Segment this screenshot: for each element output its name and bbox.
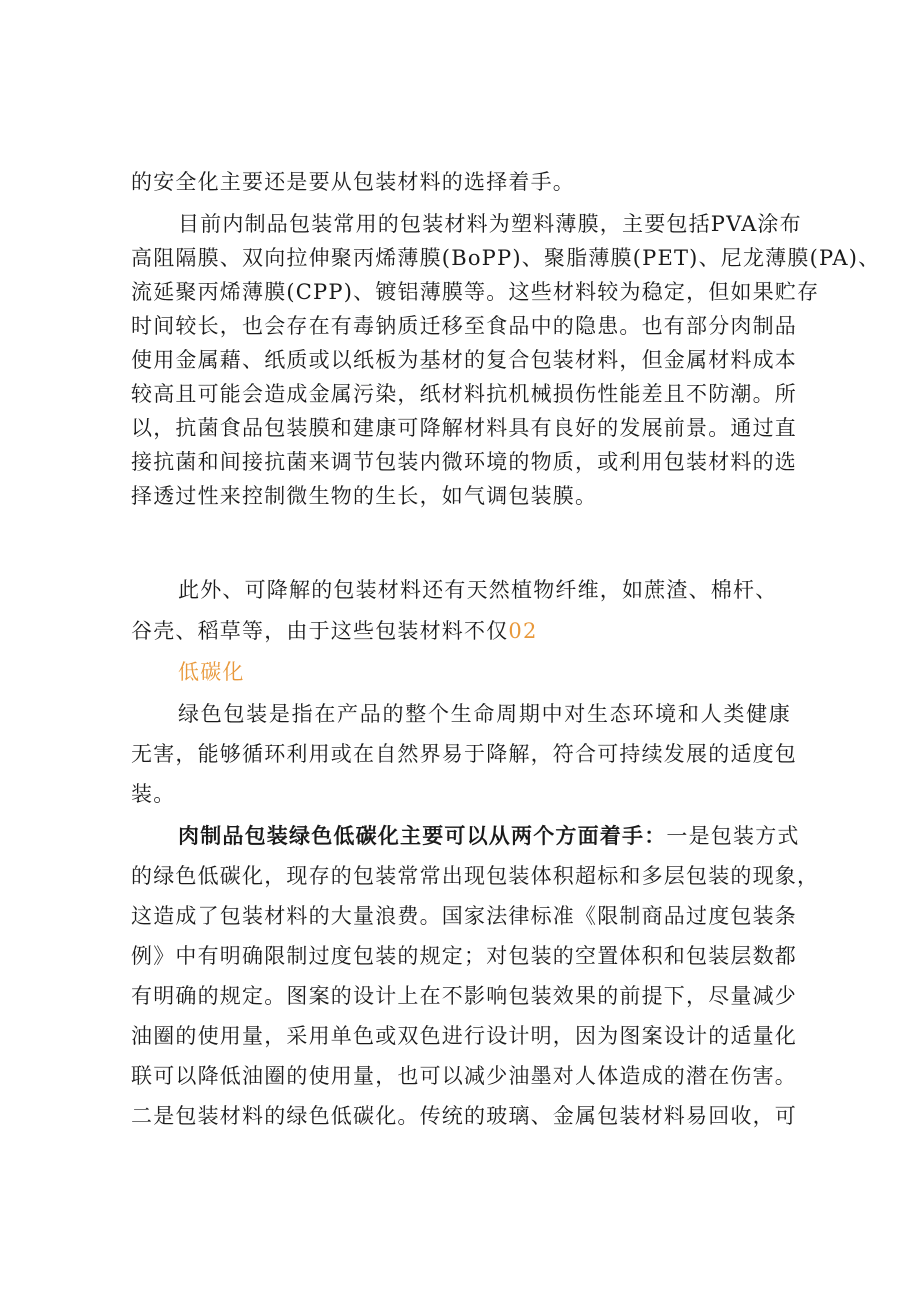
paragraph-line: 高阻隔膜、双向拉伸聚丙烯薄膜(BoPP)、聚脂薄膜(PET)、尼龙薄膜(PA)、 — [131, 246, 881, 270]
paragraph-line — [131, 615, 791, 647]
paragraph-line: 例》中有明确限制过度包装的规定；对包装的空置体积和包装层数都 — [131, 944, 797, 968]
paragraph-line: 绿色包装是指在产品的整个生命周期中对生态环境和人类健康 — [178, 702, 791, 726]
paragraph-line: 联可以降低油圈的使用量，也可以减少油墨对人体造成的潜在伤害。 — [131, 1064, 797, 1088]
paragraph-line: 流延聚丙烯薄膜(CPP)、镀铝薄膜等。这些材料较为稳定，但如果贮存 — [131, 280, 820, 304]
paragraph-line: 时间较长，也会存在有毒钠质迁移至食品中的隐患。也有部分肉制品 — [131, 314, 797, 338]
paragraph-line — [178, 820, 800, 852]
paragraph-line: 使用金属藉、纸质或以纸板为基材的复合包装材料，但金属材料成本 — [131, 348, 797, 372]
paragraph-line: 接抗菌和间接抗菌来调节包装内微环境的物质，或利用包装材料的选 — [131, 450, 797, 474]
paragraph-line: 这造成了包装材料的大量浪费。国家法律标准《限制商品过度包装条 — [131, 904, 797, 928]
paragraph-line: 油圈的使用量，采用单色或双色进行设计明，因为图案设计的适量化 — [131, 1024, 797, 1048]
paragraph-line: 装。 — [131, 782, 176, 806]
paragraph-text: 谷壳、稻草等，由于这些包装材料不仅 — [131, 619, 509, 643]
paragraph-line: 的安全化主要还是要从包装材料的选择着手。 — [131, 170, 575, 194]
paragraph-line: 此外、可降解的包装材料还有天然植物纤维，如蔗渣、棉杆、 — [178, 578, 778, 602]
paragraph-line: 目前内制品包装常用的包装材料为塑料薄膜，主要包括PVA涂布 — [178, 212, 802, 236]
section-number: 02 — [508, 619, 538, 643]
paragraph-text: 一是包装方式 — [666, 824, 800, 848]
paragraph-line: 二是包装材料的绿色低碳化。传统的玻璃、金属包装材料易回收，可 — [131, 1104, 797, 1128]
paragraph-line: 的绿色低碳化，现存的包装常常出现包装体积超标和多层包装的现象， — [131, 864, 820, 888]
section-heading: 低碳化 — [178, 660, 245, 684]
paragraph-line: 择透过性来控制微生物的生长，如气调包装膜。 — [131, 484, 598, 508]
paragraph-line: 无害，能够循环利用或在自然界易于降解，符合可持续发展的适度包 — [131, 742, 797, 766]
paragraph-line: 有明确的规定。图案的设计上在不影响包装效果的前提下，尽量减少 — [131, 984, 797, 1008]
paragraph-line: 以，抗菌食品包装膜和建康可降解材料具有良好的发展前景。通过直 — [131, 416, 797, 440]
paragraph-line: 较高且可能会造成金属污染，纸材料抗机械损伤性能差且不防潮。所 — [131, 382, 797, 406]
bold-lead-text: 肉制品包装绿色低碳化主要可以从两个方面着手： — [178, 824, 667, 848]
